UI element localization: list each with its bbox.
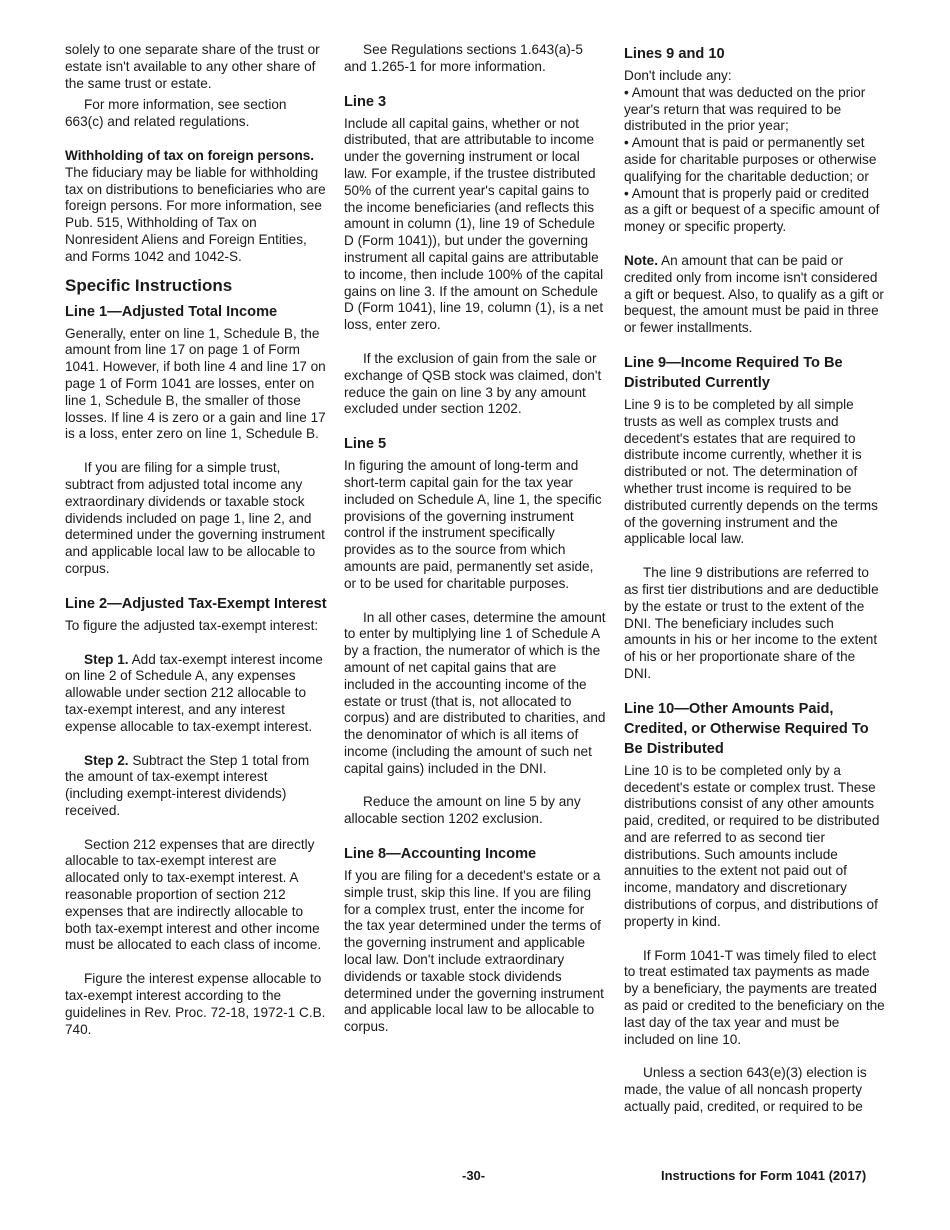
line5-paragraph-3: Reduce the amount on line 5 by any allocable section 1202 exclusion.: [344, 794, 581, 827]
withholding-text: The fiduciary may be liable for withholding tax on distributions to beneficiaries who are foreign persons. For more information, see Pub. 515, Withholding of Tax on Nonresident Aliens and Foreign Entities, and Forms 1042 and 1042-S.: [65, 164, 326, 264]
column-right: [624, 44, 886, 1116]
step1-lead: Step 1.: [84, 651, 129, 667]
step1-paragraph: [65, 652, 327, 736]
column-middle: [344, 42, 606, 1036]
page-number: -30-: [462, 1168, 486, 1183]
paragraph-more-info: For more information, see section 663(c) and related regulations.: [65, 97, 287, 130]
line2-paragraph-1: To figure the adjusted tax-exempt interest:: [65, 617, 319, 633]
line10-paragraph-2: If Form 1041-T was timely filed to elect to treat estimated tax payments as made by a beneficiary, the payments are treated as paid or credited to the beneficiary on the last day of the tax year and must be included on line 10.: [624, 947, 885, 1047]
line10-paragraph-1: Line 10 is to be completed only by a decedent's estate or complex trust. These distributions consist of any other amounts paid, credited, or required to be distributed and are referred to as second tier distributions. Such amounts include annuities to the extent not paid out of income, mandatory and discretionary distributions of corpus, and distributions of property in kind.: [624, 762, 880, 929]
line1-heading: Line 1—Adjusted Total Income: [65, 303, 278, 320]
line3-paragraph-2: If the exclusion of gain from the sale or exchange of QSB stock was claimed, don't reduce the gain on line 3 by any amount excluded under section 1202.: [344, 350, 602, 417]
step2-text: Subtract the Step 1 total from the amount of tax-exempt interest (including exempt-interest dividends) received.: [65, 752, 310, 818]
line1-paragraph-2: If you are filing for a simple trust, subtract from adjusted total income any extraordinary dividends or taxable stock dividends included on page 1, line 2, and determined under the governing instrument and applicable local law to be allocable to corpus.: [65, 460, 325, 576]
bullet-icon: •: [624, 135, 629, 151]
line2-paragraph-3: Figure the interest expense allocable to tax-exempt interest according to the guidelines in Rev. Proc. 72-18, 1972-1 C.B. 740.: [65, 971, 326, 1037]
bullet-text: Amount that is paid or permanently set aside for charitable purposes or otherwise qualifying for the charitable deduction; or: [624, 135, 877, 184]
paragraph-withholding: [65, 148, 327, 266]
lines910-intro: Don't include any:: [624, 68, 732, 83]
note-lead: Note.: [624, 252, 658, 268]
paragraph-see-regulations: See Regulations sections 1.643(a)-5 and 1.265-1 for more information.: [344, 42, 583, 74]
line9-paragraph-2: The line 9 distributions are referred to as first tier distributions and are deductible by the estate or trust to the extent of the DNI. The beneficiary includes such amounts in his or her income to the extent of his or her proportionate share of the DNI.: [624, 565, 879, 681]
note-paragraph: [624, 253, 886, 337]
line5-paragraph-1: In figuring the amount of long-term and short-term capital gain for the tax year included on Schedule A, line 1, the specific provisions of the governing instrument control if the instrument specifically provides as to the source from which amounts are paid, permanently set aside, or to be used for charitable purposes.: [344, 458, 602, 591]
bullet-text: Amount that was deducted on the prior year's return that was required to be distributed in the prior year;: [624, 84, 866, 134]
bullet-text: Amount that is properly paid or credited as a gift or bequest of a specific amount of money or specific property.: [624, 185, 880, 235]
line5-heading: Line 5: [344, 436, 387, 453]
line10-paragraph-3: Unless a section 643(e)(3) election is made, the value of all noncash property actually paid, credited, or required to be: [624, 1065, 867, 1115]
line3-paragraph-1: Include all capital gains, whether or not distributed, that are attributable to income under the governing instrument or local law. For example, if the trustee distributed 50% of the current year's capital gains to the income beneficiaries (and reflects this amount in column (1), line 19 of Schedule D (Form 1041)), but under the governing instrument all capital gains are attributable to income, then include 100% of the capital gains on line 3. If the amount on Schedule D (Form 1041), line 19, column (1), is a net loss, enter zero.: [344, 115, 604, 333]
bullet-icon: •: [624, 84, 629, 100]
line10-heading: Line 10—Other Amounts Paid, Credited, or Otherwise Required To Be Distributed: [624, 700, 869, 757]
list-item: [624, 85, 886, 135]
bullet-icon: •: [624, 185, 629, 201]
step1-text: Add tax-exempt interest income on line 2 of Schedule A, any expenses allowable under section 212 allocable to tax-exempt interest, and any interest expense allocable to tax-exempt interest.: [65, 651, 323, 734]
footer-form-title: Instructions for Form 1041 (2017): [661, 1168, 867, 1183]
list-item: [624, 135, 886, 185]
line2-paragraph-2: Section 212 expenses that are directly allocable to tax-exempt interest are allocated only to tax-exempt interest. A reasonable proportion of section 212 expenses that are indirectly allocable to both tax-exempt interest and other income must be allocated to each class of income.: [65, 836, 322, 953]
step2-lead: Step 2.: [84, 752, 129, 768]
line9-paragraph-1: Line 9 is to be completed by all simple trusts as well as complex trusts and decedent's estates that are required to distribute income currently, whether it is distributed or not. The determination of whether trust income is required to be distributed currently depends on the terms of the governing instrument and the applicable local law.: [624, 396, 878, 547]
specific-instructions-heading: Specific Instructions: [65, 275, 233, 295]
paragraph-continued: solely to one separate share of the trust or estate isn't available to any other share of the same trust or estate.: [65, 42, 320, 91]
line3-heading: Line 3: [344, 93, 387, 110]
line9-heading: Line 9—Income Required To Be Distributed Currently: [624, 354, 843, 391]
list-item: [624, 186, 886, 236]
step2-paragraph: [65, 753, 327, 820]
line5-paragraph-2: In all other cases, determine the amount to enter by multiplying line 1 of Schedule A by a fraction, the numerator of which is the amount of net capital gains that are included in the accounting income of the estate or trust (that is, not allocated to corpus) and are distributed to charities, and the denominator of which is all items of income (including the amount of such net capital gains) included in the DNI.: [344, 609, 606, 776]
line1-paragraph-1: Generally, enter on line 1, Schedule B, the amount from line 17 on page 1 of Form 1041. However, if both line 4 and line 17 on page 1 of Form 1041 are losses, enter on line 1, Schedule B, the smaller of those losses. If line 4 is zero or a gain and line 17 is a loss, enter zero on line 1, Schedule B.: [65, 325, 326, 442]
note-text: An amount that can be paid or credited only from income isn't considered a gift or bequest. Also, to qualify as a gift or bequest, the amount must be paid in three or fewer installments.: [624, 252, 884, 336]
line8-paragraph-1: If you are filing for a decedent's estate or a simple trust, skip this line. If you are filing for a complex trust, enter the income for the tax year determined under the terms of the governing instrument and applicable local law. Don't include extraordinary dividends or taxable stock dividends determined under the governing instrument and applicable local law to be allocable to corpus.: [344, 868, 604, 1035]
withholding-lead: Withholding of tax on foreign persons.: [65, 147, 315, 163]
lines910-heading: Lines 9 and 10: [624, 46, 725, 62]
line2-heading: Line 2—Adjusted Tax-Exempt Interest: [65, 595, 327, 612]
line8-heading: Line 8—Accounting Income: [344, 846, 537, 863]
column-left: [65, 42, 327, 1038]
